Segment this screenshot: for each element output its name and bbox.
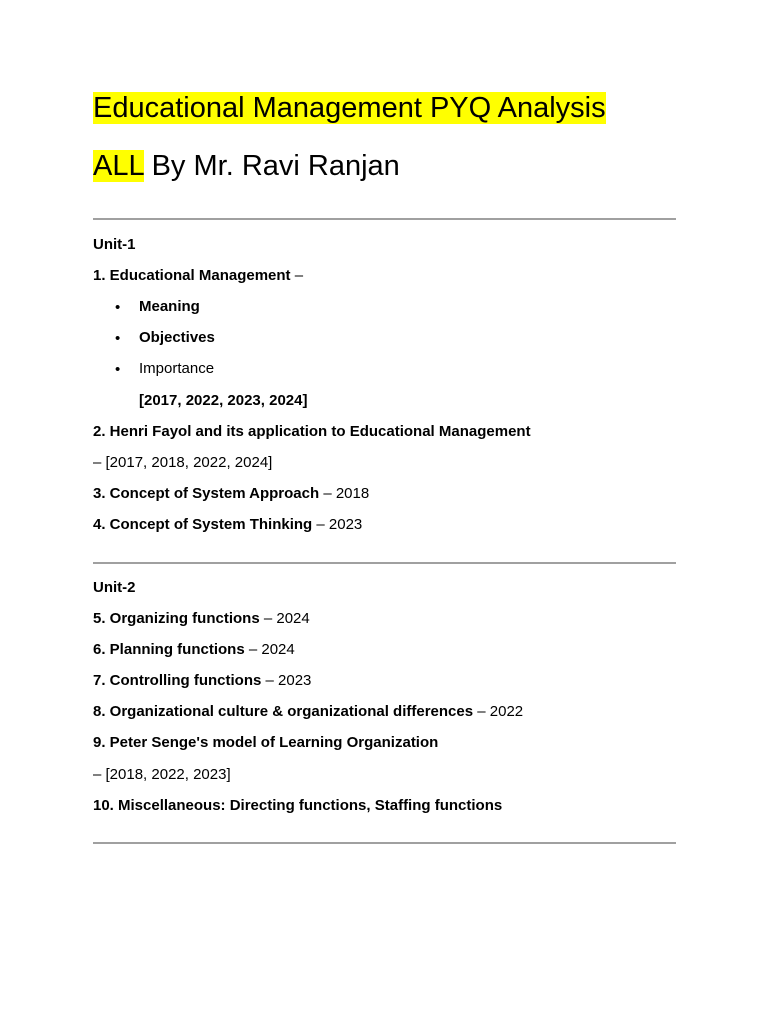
bullet-dot: • bbox=[115, 299, 121, 316]
item-7-suffix: – 2023 bbox=[261, 672, 312, 689]
bullet-dot: • bbox=[115, 330, 121, 347]
item-8-label: 8. Organizational culture & organizational differences bbox=[93, 703, 474, 720]
title-author: By Mr. Ravi Ranjan bbox=[143, 150, 400, 182]
item-1-years: [2017, 2022, 2023, 2024] bbox=[139, 392, 308, 409]
document-title bbox=[93, 88, 606, 128]
title-line-1: Educational Management PYQ Analysis bbox=[93, 92, 606, 124]
item-6 bbox=[93, 640, 295, 660]
item-5-suffix: – 2024 bbox=[259, 610, 310, 627]
item-1-label: 1. Educational Management bbox=[93, 267, 291, 284]
item-2-label: 2. Henri Fayol and its application to Educational Management bbox=[93, 423, 531, 440]
bullet-meaning: Meaning bbox=[139, 298, 200, 315]
item-10-label: 10. Miscellaneous: Directing functions, Staffing functions bbox=[93, 797, 503, 814]
item-6-label: 6. Planning functions bbox=[93, 641, 245, 658]
item-7 bbox=[93, 671, 311, 691]
item-7-label: 7. Controlling functions bbox=[93, 672, 262, 689]
divider-2 bbox=[93, 562, 676, 564]
item-3-suffix: – 2018 bbox=[319, 485, 370, 502]
item-6-suffix: – 2024 bbox=[244, 641, 295, 658]
divider-1 bbox=[93, 218, 676, 220]
item-4 bbox=[93, 515, 362, 535]
item-5 bbox=[93, 609, 310, 629]
item-5-label: 5. Organizing functions bbox=[93, 610, 260, 627]
bullet-objectives: Objectives bbox=[139, 329, 215, 346]
bullet-dot: • bbox=[115, 361, 121, 378]
bullet-importance: Importance bbox=[139, 360, 215, 377]
item-1 bbox=[93, 266, 303, 286]
item-9-label: 9. Peter Senge's model of Learning Organization bbox=[93, 734, 439, 751]
unit-2-heading: Unit-2 bbox=[93, 579, 136, 596]
item-8-suffix: – 2022 bbox=[473, 703, 524, 720]
title-highlight-all: ALL bbox=[93, 150, 144, 182]
item-4-suffix: – 2023 bbox=[312, 516, 363, 533]
document-subtitle bbox=[93, 146, 400, 186]
item-1-suffix: – bbox=[290, 267, 304, 284]
divider-3 bbox=[93, 842, 676, 844]
item-3 bbox=[93, 484, 369, 504]
unit-1-heading: Unit-1 bbox=[93, 236, 136, 253]
item-9-years: – [2018, 2022, 2023] bbox=[93, 766, 231, 783]
item-3-label: 3. Concept of System Approach bbox=[93, 485, 320, 502]
item-2-years: – [2017, 2018, 2022, 2024] bbox=[93, 454, 273, 471]
item-8 bbox=[93, 702, 523, 722]
item-4-label: 4. Concept of System Thinking bbox=[93, 516, 313, 533]
